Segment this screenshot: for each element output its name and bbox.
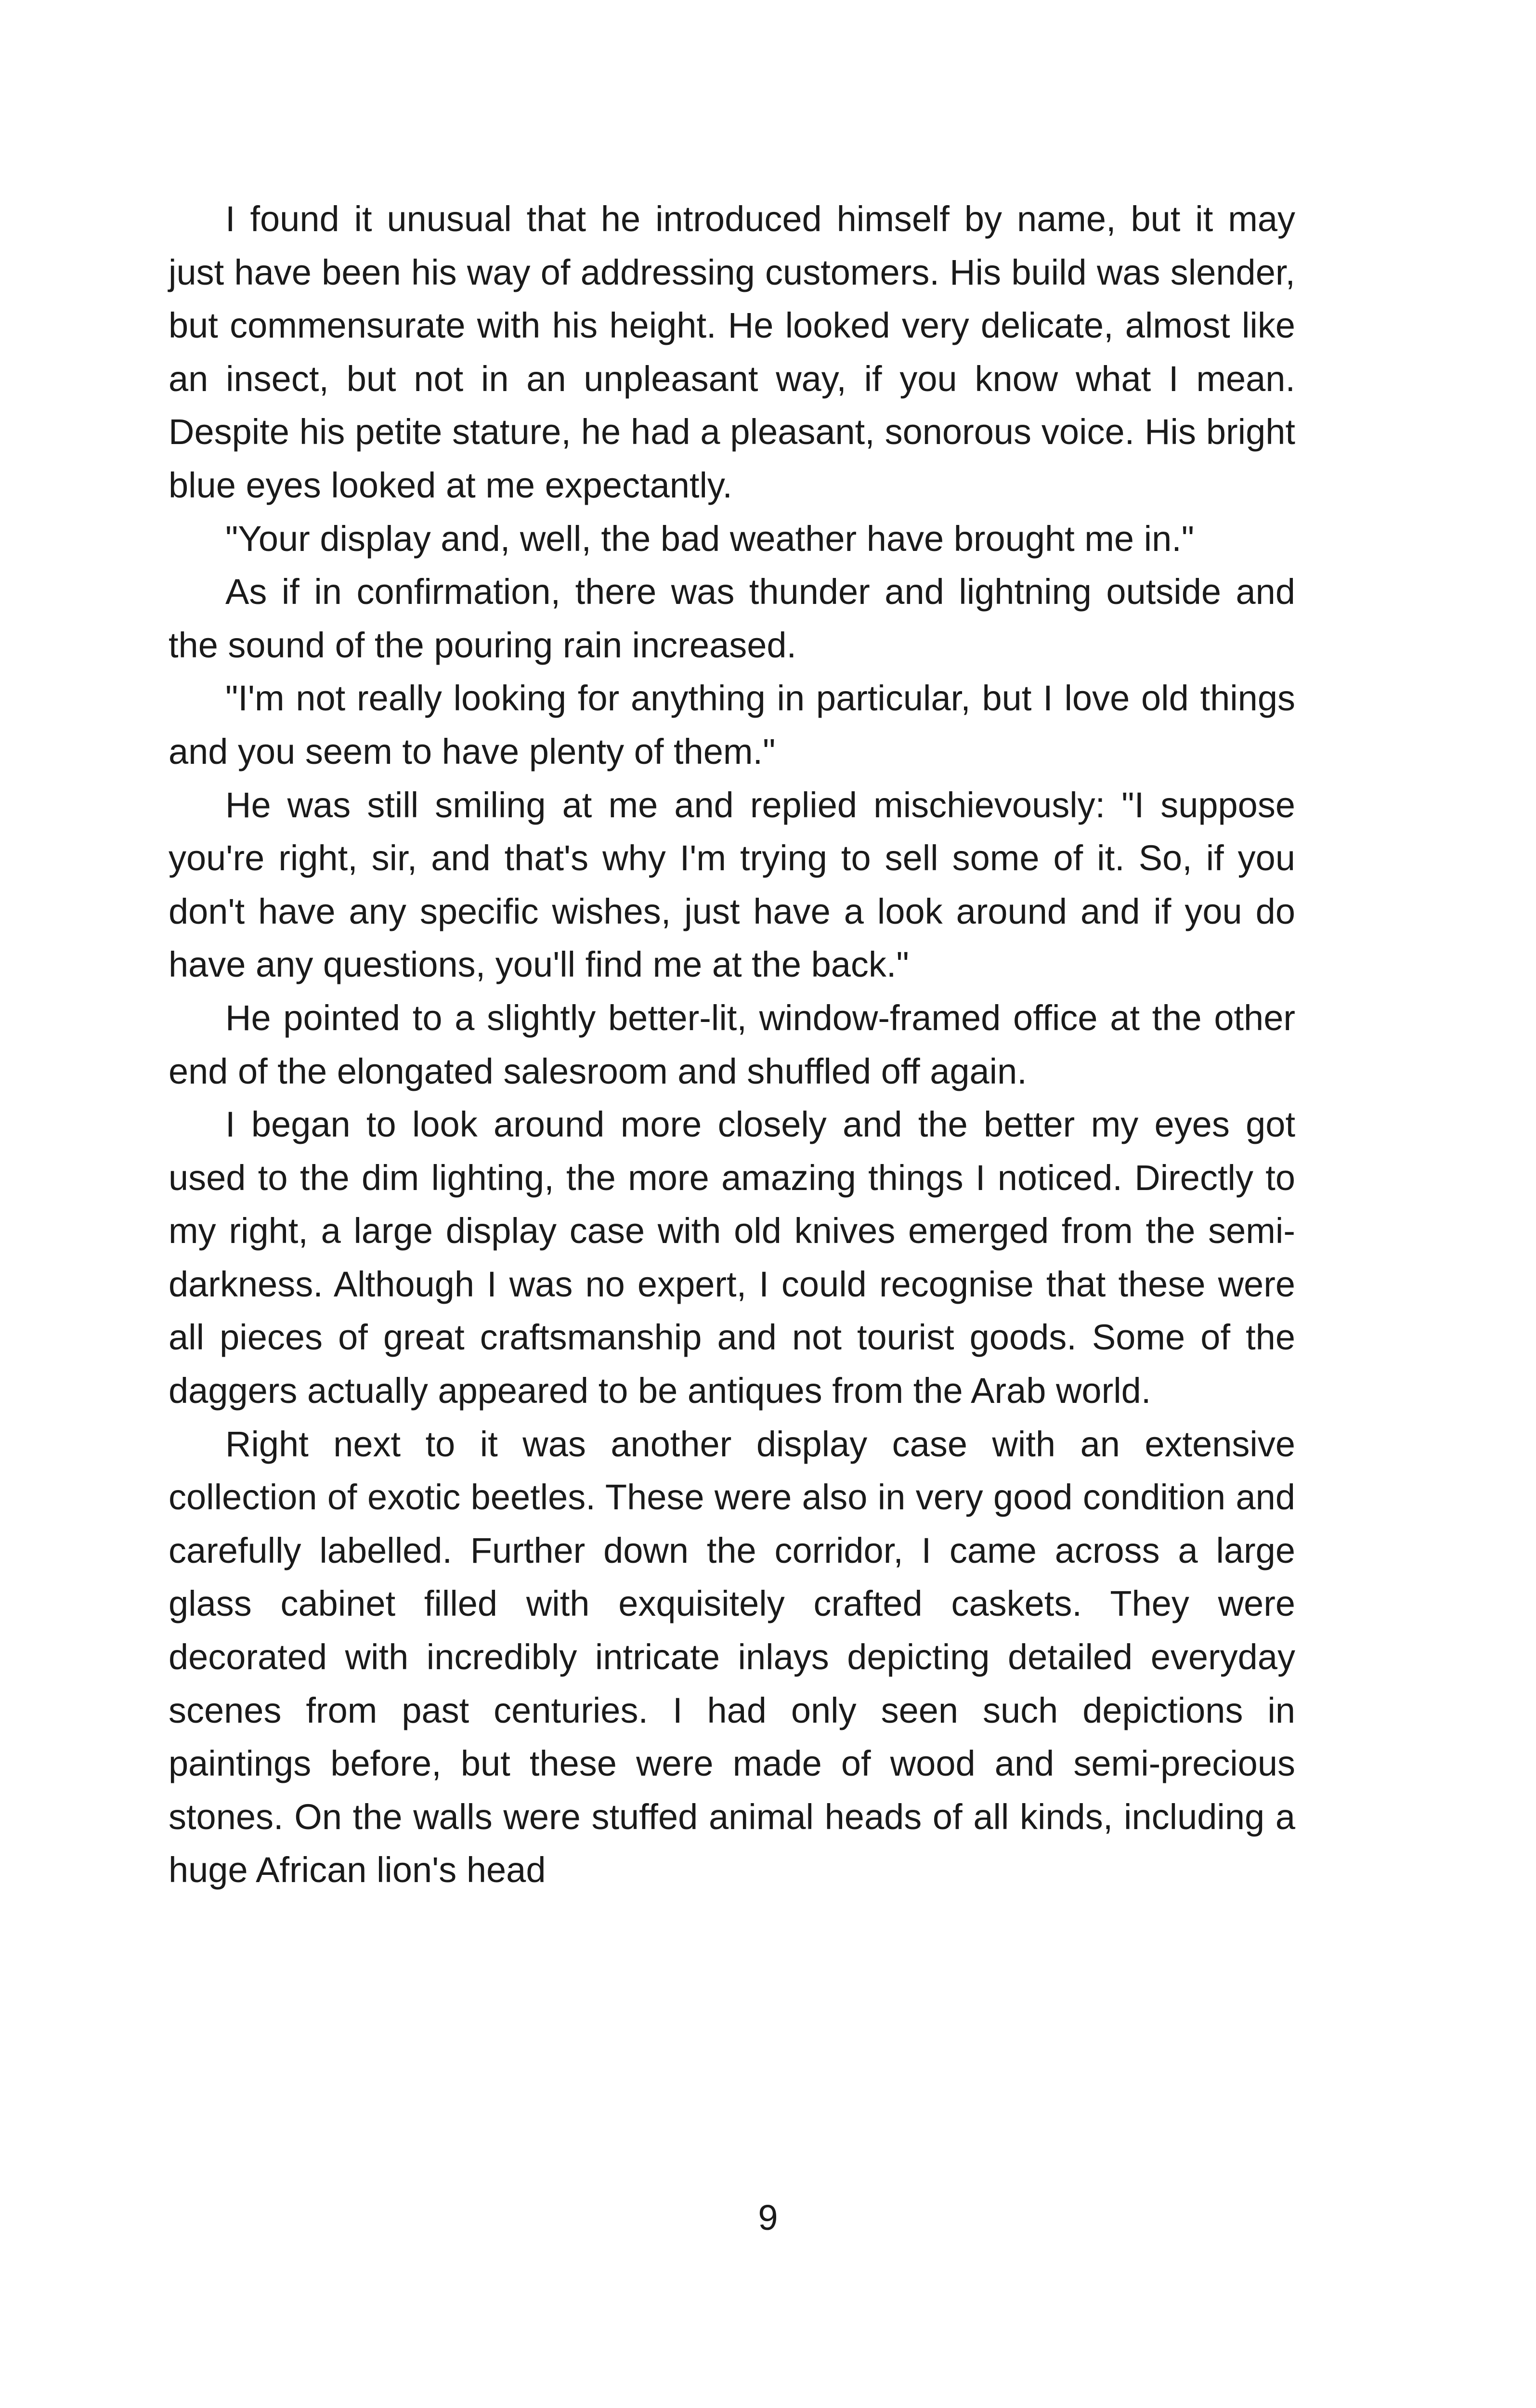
paragraph: He pointed to a slightly better-lit, window-framed office at the other end of the elongated salesroom and shuffled off again. (169, 997, 1295, 1091)
body-text (169, 193, 1295, 1897)
paragraph: As if in confirmation, there was thunder and lightning outside and the sound of the pouring rain increased. (169, 572, 1295, 665)
page-number: 9 (758, 2198, 778, 2238)
paragraph: I began to look around more closely and the better my eyes got used to the dim lighting, the more amazing things I noticed. Directly to my right, a large display case with old knives emerged from the semi-darkness. Although I was no expert, I could recognise that these were all pieces of great craftsmanship and not tourist goods. Some of the daggers actually appeared to be antiques from the Arab world. (169, 1104, 1295, 1411)
paragraph: "Your display and, well, the bad weather have brought me in." (225, 518, 1195, 559)
paragraph: I found it unusual that he introduced himself by name, but it may just have been his way of addressing customers. His build was slender, but commensurate with his height. He looked very delicate, almost like an insect, but not in an unpleasant way, if you know what I mean. Despite his petite stature, he had a pleasant, sonorous voice. His bright blue eyes looked at me expectantly. (169, 199, 1295, 505)
paragraph: He was still smiling at me and replied mischievously: "I suppose you're right, sir, and that's why I'm trying to sell some of it. So, if you don't have any specific wishes, just have a look around and if you do have any questions, you'll find me at the back." (169, 785, 1295, 985)
paragraph: Right next to it was another display case with an extensive collection of exotic beetles. These were also in very good condition and carefully labelled. Further down the corridor, I came across a large glass cabinet filled with exquisitely crafted caskets. They were decorated with incredibly intricate inlays depicting detailed everyday scenes from past centuries. I had only seen such depictions in paintings before, but these were made of wood and semi-precious stones. On the walls were stuffed animal heads of all kinds, including a huge African lion's head (169, 1424, 1295, 1890)
paragraph: "I'm not really looking for anything in particular, but I love old things and you seem to have plenty of them." (169, 678, 1295, 772)
